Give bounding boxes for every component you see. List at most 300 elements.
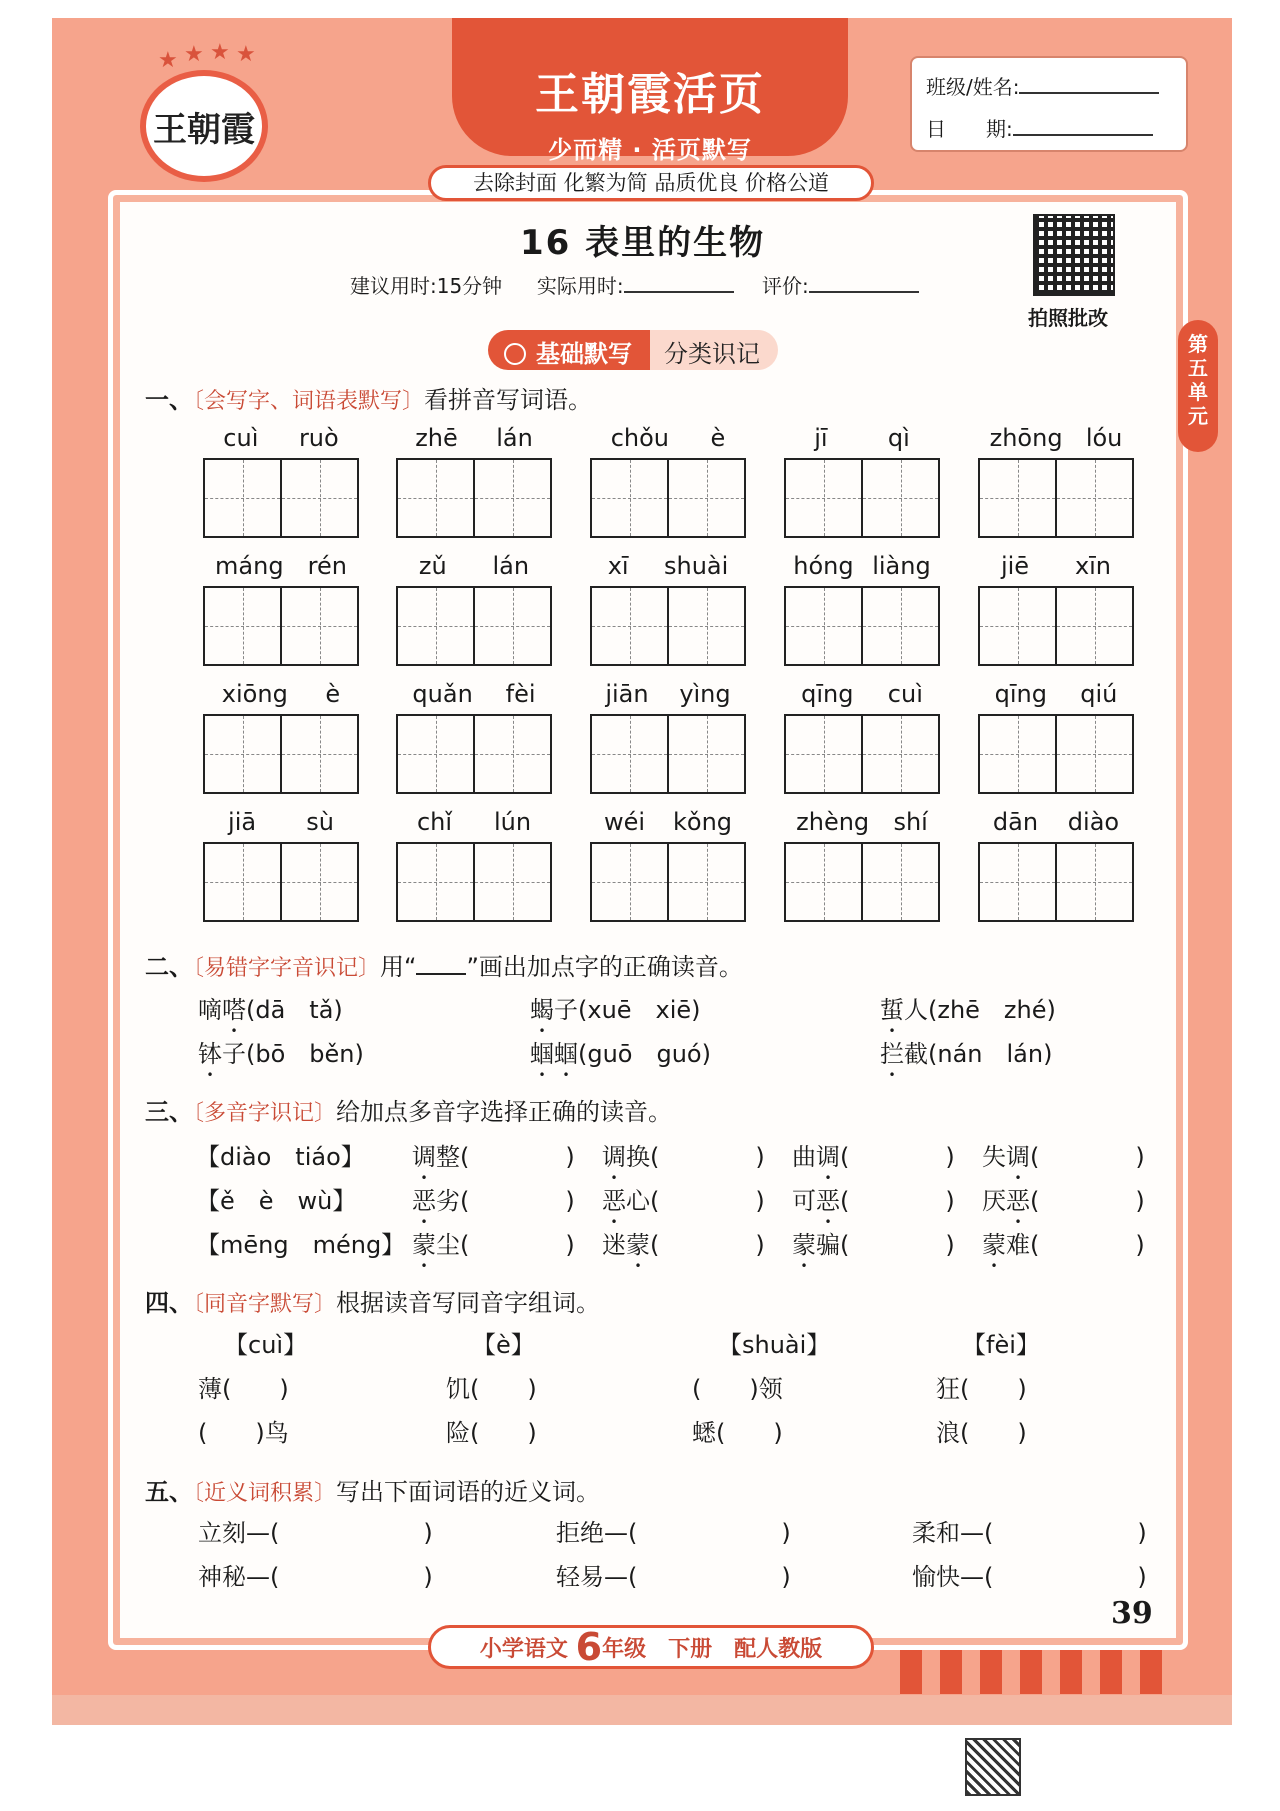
pinyin-label <box>396 424 552 458</box>
word-character: 厌 <box>982 1187 1006 1215</box>
section-instruction: 给加点多音字选择正确的读音。 <box>336 1098 673 1126</box>
pinyin-word-item <box>203 680 359 794</box>
pinyin-word-item <box>784 552 940 666</box>
pinyin-syllable: è <box>710 424 726 452</box>
underline-sample <box>416 955 466 975</box>
answer-blank[interactable]: ( ) <box>1030 1143 1145 1171</box>
logo-text: 王朝霞 <box>153 109 255 150</box>
section-number: 四、 <box>145 1289 193 1317</box>
writing-grid <box>590 714 746 794</box>
answer-blank[interactable]: ( ) <box>460 1231 575 1259</box>
pinyin-word-item <box>590 808 746 922</box>
pinyin-syllable: hóng <box>793 552 854 580</box>
pinyin-label <box>784 808 940 842</box>
star-icon: ★ <box>210 40 230 65</box>
word-character: 调 <box>816 1143 840 1171</box>
answer-blank[interactable]: ( ) <box>840 1143 955 1171</box>
pinyin-syllable: shí <box>893 808 928 836</box>
polyphone-item <box>792 1137 955 1172</box>
homophone-reading: 【cuì】 <box>224 1331 308 1359</box>
section-number: 一、 <box>145 386 193 414</box>
pinyin-syllable: chǒu <box>610 424 670 452</box>
polyphone-item <box>602 1225 765 1260</box>
synonym-item[interactable] <box>556 1513 791 1548</box>
pinyin-syllable: máng <box>215 552 284 580</box>
writing-grid <box>203 458 359 538</box>
answer-blank[interactable]: ( ) <box>460 1143 575 1171</box>
writing-cell[interactable] <box>592 588 669 664</box>
pinyin-syllable: lán <box>492 552 530 580</box>
synonym-item[interactable] <box>556 1557 791 1592</box>
word-character: 尘 <box>436 1231 460 1259</box>
section4-title <box>145 1283 600 1318</box>
answer-blank[interactable]: ( ) <box>1030 1231 1145 1259</box>
pinyin-syllable: liàng <box>872 552 931 580</box>
lesson-meta <box>350 270 941 299</box>
qr-code[interactable] <box>1033 214 1115 296</box>
pinyin-syllable: xiōng <box>221 680 288 708</box>
evaluation-label: 评价: <box>762 274 809 298</box>
slogan-bar: 去除封面 化繁为简 品质优良 价格公道 <box>428 165 874 201</box>
suggested-time: 建议用时:15分钟 <box>350 274 503 298</box>
pronunciation-item <box>880 1034 1052 1069</box>
word-character: 曲 <box>792 1143 816 1171</box>
pinyin-label <box>978 680 1134 714</box>
answer-blank[interactable]: ( ) <box>650 1143 765 1171</box>
date-field[interactable] <box>1013 112 1153 136</box>
answer-blank[interactable]: ( ) <box>840 1231 955 1259</box>
pinyin-label <box>784 680 940 714</box>
brand-logo <box>140 70 268 182</box>
pinyin-label <box>203 808 359 842</box>
date-label: 日 期: <box>926 117 1013 141</box>
word-character: 蜇 <box>880 996 904 1024</box>
word-character: 调 <box>1006 1143 1030 1171</box>
writing-grid <box>784 714 940 794</box>
pinyin-word-item <box>784 424 940 538</box>
section-tag: 〔多音字识记〕 <box>193 1101 337 1126</box>
writing-cell[interactable] <box>398 588 475 664</box>
word-character: 截 <box>904 1040 928 1068</box>
footer-bar <box>428 1625 874 1669</box>
section5-title <box>145 1472 600 1507</box>
actual-time-label: 实际用时: <box>536 274 624 298</box>
decor-stripe <box>980 1650 1002 1694</box>
pinyin-word-item <box>978 808 1134 922</box>
footer-grade-text: 年级 下册 配人教版 <box>602 1637 823 1662</box>
word-character: 整 <box>436 1143 460 1171</box>
pinyin-syllable: xīn <box>1074 552 1112 580</box>
student-info-box <box>910 56 1188 152</box>
decor-stripe <box>1100 1650 1122 1694</box>
writing-grid <box>978 714 1134 794</box>
worksheet-bottom-strip <box>52 1695 1232 1725</box>
section-number: 五、 <box>145 1478 193 1506</box>
writing-cell[interactable] <box>475 460 550 536</box>
word-character: 调 <box>412 1143 436 1171</box>
pinyin-label <box>203 680 359 714</box>
polyphone-item <box>412 1137 575 1172</box>
word-character: 失 <box>982 1143 1006 1171</box>
tab-classified-memory[interactable] <box>650 330 778 370</box>
pinyin-word-item <box>203 552 359 666</box>
word-character: 恶 <box>412 1187 436 1215</box>
word-character: 恶 <box>602 1187 626 1215</box>
synonym-word: 轻易—( <box>556 1563 638 1591</box>
section3-title <box>145 1092 672 1127</box>
writing-cell[interactable] <box>205 460 282 536</box>
writing-cell[interactable] <box>980 844 1057 920</box>
pinyin-syllable: è <box>325 680 341 708</box>
polyphone-item <box>982 1137 1145 1172</box>
pinyin-syllable: xī <box>607 552 629 580</box>
homophone-reading: 【shuài】 <box>718 1331 831 1359</box>
pinyin-label <box>590 680 746 714</box>
pinyin-syllable: zǔ <box>418 552 447 580</box>
pronunciation-item <box>198 990 343 1025</box>
reading-options[interactable]: (zhē zhé) <box>928 996 1056 1024</box>
pinyin-label <box>590 424 746 458</box>
polyphone-item <box>792 1225 955 1260</box>
homophone-blank[interactable]: ( )鸟 <box>198 1419 289 1447</box>
brand-banner <box>452 18 848 164</box>
pinyin-word-item <box>396 680 552 794</box>
pronunciation-item <box>530 990 701 1025</box>
writing-cell[interactable] <box>669 844 744 920</box>
pinyin-syllable: jiā <box>228 808 257 836</box>
answer-blank[interactable]: ( ) <box>650 1187 765 1215</box>
pinyin-syllable: yìng <box>679 680 731 708</box>
word-character: 子 <box>554 996 578 1024</box>
decor-stripe <box>900 1650 922 1694</box>
pinyin-syllable: qīng <box>994 680 1047 708</box>
qr-caption: 拍照批改 <box>1028 306 1108 330</box>
answer-blank[interactable]: ( ) <box>460 1187 575 1215</box>
homophone-blank[interactable]: 蟋( ) <box>692 1419 783 1447</box>
tab-basic-dictation[interactable] <box>488 330 650 370</box>
word-character: 蒙 <box>626 1231 650 1259</box>
reading-options[interactable]: (dā tǎ) <box>246 996 343 1024</box>
answer-blank[interactable]: ) <box>637 1563 791 1591</box>
word-character: 钵 <box>198 1040 222 1068</box>
polyphone-readings: 【diào tiáo】 <box>196 1143 365 1171</box>
writing-grid <box>784 842 940 922</box>
pinyin-label <box>978 552 1134 586</box>
writing-cell[interactable] <box>863 716 938 792</box>
writing-grid <box>978 586 1134 666</box>
writing-grid <box>590 842 746 922</box>
section-instruction: 写出下面词语的近义词。 <box>336 1478 601 1506</box>
synonym-item[interactable] <box>198 1557 433 1592</box>
footer-grade-number: 6 <box>575 1625 603 1669</box>
pinyin-syllable: jiē <box>1000 552 1030 580</box>
writing-cell[interactable] <box>205 588 282 664</box>
writing-cell[interactable] <box>282 588 357 664</box>
writing-cell[interactable] <box>475 588 550 664</box>
synonym-item[interactable] <box>912 1557 1147 1592</box>
pinyin-syllable: rén <box>307 552 347 580</box>
writing-cell[interactable] <box>1057 716 1132 792</box>
writing-cell[interactable] <box>1057 460 1132 536</box>
pinyin-syllable: jī <box>814 424 828 452</box>
pinyin-syllable: kǒng <box>672 808 733 836</box>
homophone-blank[interactable]: 险( ) <box>446 1419 537 1447</box>
writing-cell[interactable] <box>863 844 938 920</box>
writing-cell[interactable] <box>205 844 282 920</box>
synonym-word: 柔和—( <box>912 1519 994 1547</box>
writing-grid <box>978 458 1134 538</box>
word-character: 子 <box>222 1040 246 1068</box>
pinyin-syllable: jiān <box>605 680 649 708</box>
word-character: 难 <box>1006 1231 1030 1259</box>
polyphone-item <box>602 1181 765 1216</box>
section-instruction: 用“ <box>380 953 417 981</box>
reading-options[interactable]: (guō guó) <box>578 1040 711 1068</box>
pinyin-label <box>784 552 940 586</box>
writing-cell[interactable] <box>398 716 475 792</box>
pinyin-label <box>784 424 940 458</box>
writing-cell[interactable] <box>980 588 1057 664</box>
decor-stripe <box>1140 1650 1162 1694</box>
homophone-reading: 【fèi】 <box>962 1331 1040 1359</box>
writing-cell[interactable] <box>669 716 744 792</box>
section-tag: 〔会写字、词语表默写〕 <box>193 389 425 414</box>
synonym-word: 神秘—( <box>198 1563 280 1591</box>
homophone-blank[interactable]: 浪( ) <box>936 1419 1027 1447</box>
writing-cell[interactable] <box>669 588 744 664</box>
section-instruction: 根据读音写同音字组词。 <box>336 1289 601 1317</box>
pinyin-syllable: zhē <box>415 424 458 452</box>
writing-cell[interactable] <box>863 460 938 536</box>
page-number: 39 <box>1111 1596 1153 1631</box>
pinyin-syllable: zhèng <box>796 808 870 836</box>
writing-cell[interactable] <box>863 588 938 664</box>
pinyin-label <box>978 808 1134 842</box>
writing-grid <box>203 586 359 666</box>
writing-cell[interactable] <box>398 460 475 536</box>
writing-grid <box>590 458 746 538</box>
corner-qr-code <box>965 1738 1021 1796</box>
pinyin-syllable: sù <box>306 808 334 836</box>
answer-blank[interactable]: ( ) <box>1030 1187 1145 1215</box>
writing-cell[interactable] <box>592 460 669 536</box>
writing-grid <box>590 586 746 666</box>
word-character: 嗒 <box>222 996 246 1024</box>
clock-icon <box>504 343 526 365</box>
writing-cell[interactable] <box>282 716 357 792</box>
writing-cell[interactable] <box>205 716 282 792</box>
reading-options[interactable]: (xuē xiē) <box>578 996 701 1024</box>
decor-stripe <box>1020 1650 1042 1694</box>
brand-subtitle: 少而精 · 活页默写 <box>548 136 752 164</box>
homophone-blank[interactable]: 饥( ) <box>446 1375 537 1403</box>
unit-tab-label: 第五单元 <box>1188 332 1208 428</box>
pinyin-syllable: diào <box>1067 808 1120 836</box>
polyphone-item <box>792 1181 955 1216</box>
pronunciation-item <box>530 1034 711 1069</box>
answer-blank[interactable]: ) <box>637 1519 791 1547</box>
writing-cell[interactable] <box>398 844 475 920</box>
writing-grid <box>203 714 359 794</box>
synonym-word: 立刻—( <box>198 1519 280 1547</box>
writing-cell[interactable] <box>1057 588 1132 664</box>
section-tabs <box>488 330 778 370</box>
pinyin-word-item <box>590 552 746 666</box>
synonym-item[interactable] <box>198 1513 433 1548</box>
pinyin-syllable: lán <box>496 424 533 452</box>
writing-cell[interactable] <box>980 460 1057 536</box>
writing-grid <box>978 842 1134 922</box>
class-name-field[interactable] <box>1019 70 1159 94</box>
writing-cell[interactable] <box>786 588 863 664</box>
pinyin-word-item <box>203 424 359 538</box>
class-name-label: 班级/姓名: <box>926 75 1020 99</box>
homophone-blank[interactable]: 薄( ) <box>198 1375 289 1403</box>
writing-cell[interactable] <box>786 844 863 920</box>
word-character: 蒙 <box>792 1231 816 1259</box>
pinyin-word-item <box>978 680 1134 794</box>
homophone-reading: 【è】 <box>472 1331 535 1359</box>
star-icon: ★ <box>236 42 256 67</box>
pinyin-word-item <box>590 424 746 538</box>
synonym-item[interactable] <box>912 1513 1147 1548</box>
section-tag: 〔同音字默写〕 <box>193 1292 337 1317</box>
pinyin-syllable: lún <box>493 808 532 836</box>
writing-cell[interactable] <box>592 844 669 920</box>
tab-basic-label: 基础默写 <box>536 340 632 368</box>
section-number: 三、 <box>145 1098 193 1126</box>
word-character: 骗 <box>816 1231 840 1259</box>
pinyin-label <box>203 552 359 586</box>
writing-grid <box>396 586 552 666</box>
answer-blank[interactable]: ( ) <box>840 1187 955 1215</box>
writing-cell[interactable] <box>786 460 863 536</box>
answer-blank[interactable]: ( ) <box>650 1231 765 1259</box>
answer-blank[interactable]: ) <box>279 1563 433 1591</box>
writing-cell[interactable] <box>980 716 1057 792</box>
pronunciation-item <box>198 1034 364 1069</box>
star-icon: ★ <box>184 42 204 67</box>
pinyin-syllable: quǎn <box>412 680 473 708</box>
writing-grid <box>784 586 940 666</box>
word-character: 人 <box>904 996 928 1024</box>
pinyin-syllable: qì <box>887 424 910 452</box>
pinyin-label <box>590 808 746 842</box>
synonym-word: 拒绝—( <box>556 1519 638 1547</box>
answer-blank[interactable]: ) <box>993 1563 1147 1591</box>
pinyin-syllable: cuì <box>887 680 923 708</box>
polyphone-item <box>982 1225 1145 1260</box>
writing-grid <box>396 714 552 794</box>
section-tag: 〔易错字字音识记〕 <box>193 956 381 981</box>
pinyin-syllable: fèi <box>505 680 536 708</box>
word-character: 劣 <box>436 1187 460 1215</box>
pinyin-word-item <box>784 680 940 794</box>
word-character: 蝈 <box>554 1040 578 1068</box>
reading-options[interactable]: (bō běn) <box>246 1040 364 1068</box>
star-icon: ★ <box>158 48 178 73</box>
word-character: 嘀 <box>198 996 222 1024</box>
word-character: 恶 <box>816 1187 840 1215</box>
writing-cell[interactable] <box>1057 844 1132 920</box>
pinyin-word-item <box>396 552 552 666</box>
pinyin-syllable: dān <box>992 808 1039 836</box>
pinyin-word-item <box>978 552 1134 666</box>
writing-cell[interactable] <box>786 716 863 792</box>
writing-cell[interactable] <box>475 844 550 920</box>
synonym-word: 愉快—( <box>912 1563 994 1591</box>
pinyin-word-item <box>784 808 940 922</box>
answer-blank[interactable]: ) <box>993 1519 1147 1547</box>
pinyin-word-item <box>203 808 359 922</box>
pinyin-syllable: qīng <box>801 680 854 708</box>
pinyin-label <box>396 680 552 714</box>
brand-title: 王朝霞活页 <box>535 69 765 120</box>
word-character: 蒙 <box>982 1231 1006 1259</box>
homophone-blank[interactable]: ( )领 <box>692 1375 783 1403</box>
reading-options[interactable]: (nán lán) <box>928 1040 1053 1068</box>
pinyin-word-item <box>396 424 552 538</box>
polyphone-item <box>982 1181 1145 1216</box>
writing-cell[interactable] <box>282 844 357 920</box>
section-instruction: 看拼音写词语。 <box>424 386 593 414</box>
word-character: 迷 <box>602 1231 626 1259</box>
section-instruction: ”画出加点字的正确读音。 <box>466 953 743 981</box>
polyphone-readings: 【ě è wù】 <box>196 1187 357 1215</box>
footer-subject: 小学语文 <box>479 1637 568 1662</box>
writing-grid <box>784 458 940 538</box>
pinyin-word-item <box>978 424 1134 538</box>
word-character: 拦 <box>880 1040 904 1068</box>
word-character: 心 <box>626 1187 650 1215</box>
writing-cell[interactable] <box>475 716 550 792</box>
pinyin-label <box>396 552 552 586</box>
section2-title <box>145 947 743 982</box>
tab-sort-label: 分类识记 <box>664 340 760 368</box>
homophone-blank[interactable]: 狂( ) <box>936 1375 1027 1403</box>
writing-grid <box>396 458 552 538</box>
word-character: 蒙 <box>412 1231 436 1259</box>
writing-grid <box>396 842 552 922</box>
writing-cell[interactable] <box>669 460 744 536</box>
pinyin-syllable: zhōng <box>989 424 1063 452</box>
pinyin-label <box>396 808 552 842</box>
word-character: 调 <box>602 1143 626 1171</box>
writing-cell[interactable] <box>592 716 669 792</box>
polyphone-item <box>412 1181 575 1216</box>
pinyin-syllable: shuài <box>663 552 729 580</box>
pinyin-syllable: qiú <box>1080 680 1118 708</box>
pinyin-label <box>590 552 746 586</box>
word-character: 可 <box>792 1187 816 1215</box>
section1-title <box>145 380 592 415</box>
word-character: 恶 <box>1006 1187 1030 1215</box>
word-character: 换 <box>626 1143 650 1171</box>
polyphone-readings: 【mēng méng】 <box>196 1231 406 1259</box>
writing-cell[interactable] <box>282 460 357 536</box>
evaluation-field[interactable] <box>809 273 919 293</box>
pronunciation-item <box>880 990 1056 1025</box>
pinyin-syllable: wéi <box>603 808 646 836</box>
unit-tab <box>1178 320 1218 452</box>
answer-blank[interactable]: ) <box>279 1519 433 1547</box>
actual-time-field[interactable] <box>624 273 734 293</box>
pinyin-label <box>978 424 1134 458</box>
pinyin-word-item <box>396 808 552 922</box>
pinyin-syllable: lóu <box>1085 424 1123 452</box>
pinyin-label <box>203 424 359 458</box>
polyphone-item <box>602 1137 765 1172</box>
